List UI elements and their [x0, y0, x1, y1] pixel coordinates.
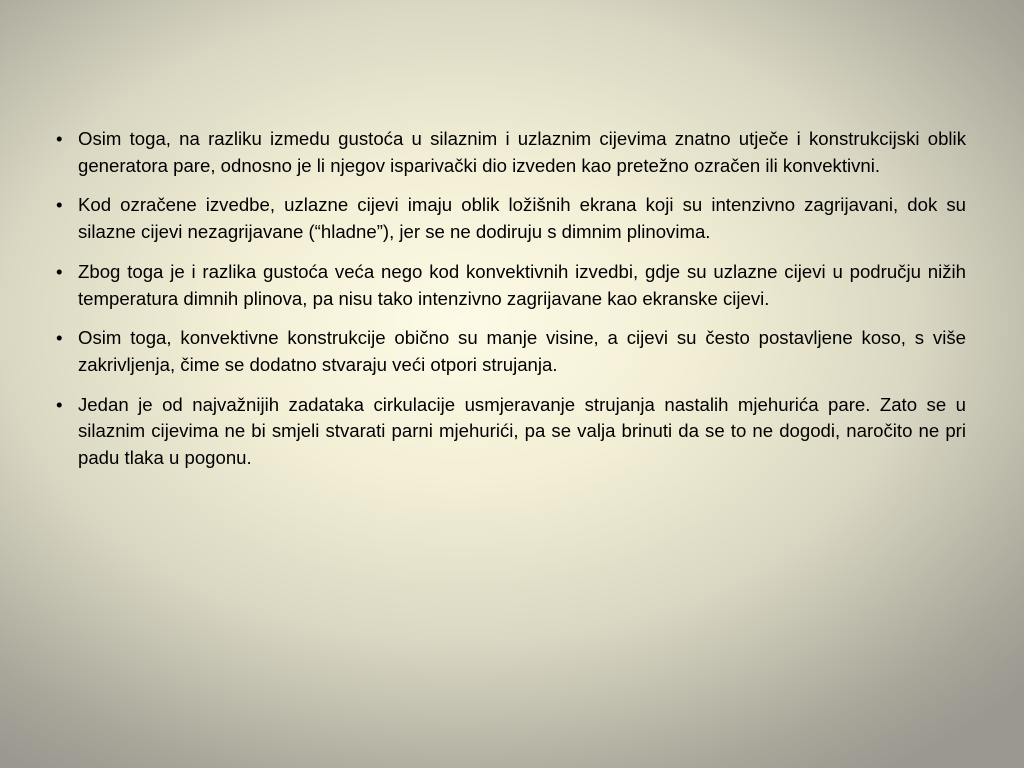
bullet-icon: • [56, 194, 63, 216]
bullet-item [56, 192, 966, 245]
bullet-item [56, 126, 966, 179]
bullet-icon: • [56, 260, 63, 282]
bullet-text: Osim toga, konvektivne konstrukcije obično su manje visine, a cijevi su često postavljene koso, s više zakrivljenja, čime se dodatno stvaraju veći otpori strujanja. [78, 327, 966, 375]
bullet-text: Zbog toga je i razlika gustoća veća nego kod konvektivnih izvedbi, gdje su uzlazne cijevi u području nižih temperatura dimnih plinova, pa nisu tako intenzivno zagrijavane kao ekranske cijevi. [78, 260, 966, 309]
bullet-item [56, 259, 966, 312]
slide-content [56, 126, 966, 485]
bullet-text: Kod ozračene izvedbe, uzlazne cijevi imaju oblik ložišnih ekrana koji su intenzivno zagrijavani, dok su silazne cijevi nezagrijavane (“hladne”), jer se ne dodiruju s dimnim plinovima. [78, 194, 966, 243]
bullet-list [56, 126, 966, 472]
bullet-icon: • [56, 128, 63, 149]
bullet-item [56, 392, 966, 472]
bullet-icon: • [56, 393, 63, 415]
bullet-text: Jedan je od najvažnijih zadataka cirkulacije usmjeravanje strujanja nastalih mjehurića pare. Zato se u silaznim cijevima ne bi smjeli stvarati parni mjehurići, pa se valja brinuti da se to ne dogodi, naročito ne pri padu tlaka u pogonu. [78, 393, 966, 469]
bullet-icon: • [56, 327, 63, 349]
bullet-item [56, 325, 966, 378]
bullet-text: Osim toga, na razliku izmedu gustoća u silaznim i uzlaznim cijevima znatno utječe i konstrukcijski oblik generatora pare, odnosno je li njegov isparivački dio izveden kao pretežno ozračen ili konvektivni. [78, 128, 966, 176]
